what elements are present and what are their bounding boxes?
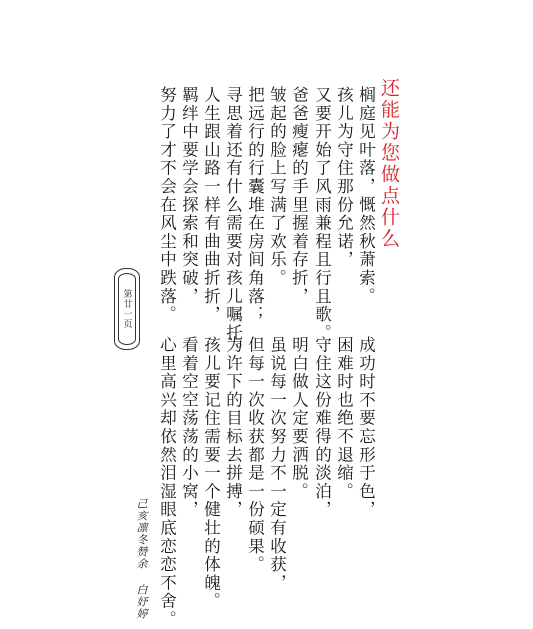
verse-line: 人生跟山路一样有曲曲折折， <box>201 86 221 324</box>
verse-line: 守住这份难得的淡泊， <box>312 336 332 519</box>
page-plaque <box>114 268 140 350</box>
verse-line: 明白做人定要洒脱。 <box>289 336 309 501</box>
verse-line: 心里高兴却依然泪湿眼底恋恋不舍。 <box>157 336 177 629</box>
signature: 己亥凛冬赞余 白妤婷 <box>135 498 148 620</box>
verse-line: 把远行的行囊堆在房间角落； <box>245 86 265 324</box>
verse-line: 榈庭见叶落，慨然秋萧索。 <box>356 86 376 306</box>
verse-line: 为许下的目标去拼搏， <box>223 336 243 519</box>
verse-line: 寻思着还有什么需要对孩儿嘱托。 <box>223 86 243 361</box>
verse-line: 虽说每一次努力不一定有收获， <box>267 336 287 593</box>
verse-line: 孩儿为守住那份允诺， <box>334 86 354 269</box>
verse-line: 努力了才不会在风尘中跌落。 <box>157 86 177 324</box>
poem-title: 还能为您做点什么 <box>378 78 400 250</box>
verse-line: 看着空空荡荡的小窝， <box>179 336 199 519</box>
verse-line: 困难时也绝不退缩。 <box>334 336 354 501</box>
verse-line: 羁绊中要学会探索和突破， <box>179 86 199 306</box>
verse-line: 爸爸瘦瘪的手里握着存折， <box>289 86 309 306</box>
verse-line: 皱起的脸上写满了欢乐。 <box>267 86 287 288</box>
page-label: 第廿一页 <box>121 289 132 329</box>
verse-line: 又要开始了风雨兼程且行且歌。 <box>312 86 332 343</box>
verse-line: 成功时不要忘形于色， <box>356 336 376 519</box>
verse-line: 但每一次收获都是一份硕果。 <box>245 336 265 574</box>
verse-line: 孩儿要记住需要一个健壮的体魄。 <box>201 336 221 611</box>
